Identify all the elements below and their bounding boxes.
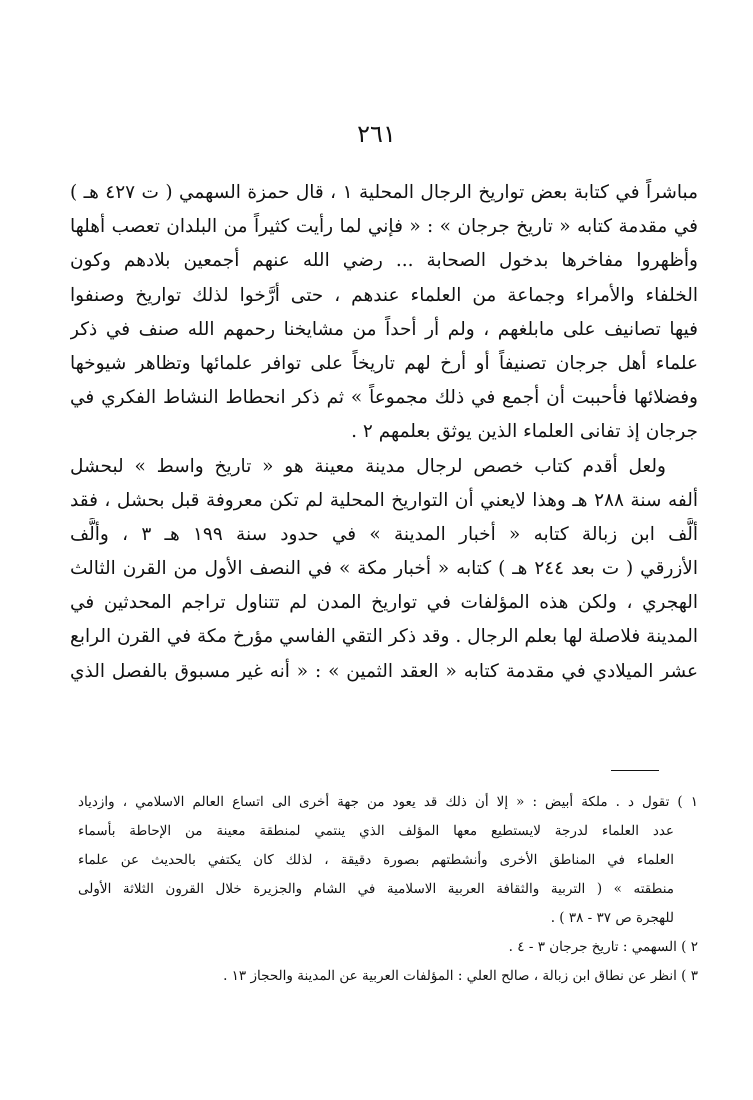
text-line: ألَّف ابن زبالة كتابه « أخبار المدينة » في حدود سنة ١٩٩ هـ ٣ ، وألَّف	[70, 523, 698, 545]
page-number: ٢٦١	[357, 120, 396, 148]
text-line: مباشراً في كتابة بعض تواريخ الرجال المحلية ١ ، قال حمزة السهمي ( ت ٤٢٧ هـ )	[70, 182, 698, 203]
footnote-1-line: ١ ) تقول د . ملكة أبيض : « إلا أن ذلك قد يعود من جهة أخرى الى اتساع العالم الاسلامي ، وازدياد	[78, 794, 698, 810]
footnote-separator	[611, 770, 659, 771]
text-line: ألفه سنة ٢٨٨ هـ وهذا لايعني أن التواريخ المحلية لم تكن معروفة قبل بحشل ، فقد	[70, 489, 698, 511]
text-line: وأظهروا مفاخرها بدخول الصحابة ... رضي الله عنهم أجمعين بلادهم وكون	[70, 250, 698, 272]
text-line: عشر الميلادي في مقدمة كتابه « العقد الثمين » : « أنه غير مسبوق بالفصل الذي	[70, 660, 698, 682]
footnote-1-line: عدد العلماء لدرجة لايستطيع معها المؤلف الذي ينتمي لمنطقة معينة من الإحاطة بأسماء	[78, 823, 674, 839]
footnote-3: ٣ ) انظر عن نطاق ابن زبالة ، صالح العلي : المؤلفات العربية عن المدينة والحجاز ١٣ .	[223, 968, 698, 984]
text-line: وفضلائها فأحببت أن أجمع في ذلك مجموعاً » ثم ذكر انحطاط النشاط الفكري في	[70, 387, 698, 409]
paragraph-first-line: ولعل أقدم كتاب خصص لرجال مدينة معينة هو « تاريخ واسط » لبحشل	[70, 455, 666, 477]
main-text	[70, 176, 698, 689]
text-line: الهجري ، ولكن هذه المؤلفات في تواريخ المدن لم تتناول تراجم المحدثين في	[70, 592, 698, 614]
text-line: جرجان إذ تفانى العلماء الذين يوثق بعلمهم ٢ .	[351, 421, 698, 443]
text-line: في مقدمة كتابه « تاريخ جرجان » : « فإني لما رأيت كثيراً من البلدان تعصب أهلها	[70, 216, 698, 238]
footnotes	[78, 788, 698, 991]
footnote-1-line: منطقته » ( التربية والثقافة العربية الاسلامية في الشام والجزيرة خلال القرون الثلاثة الأولى	[78, 881, 674, 897]
footnote-1-line: للهجرة ص ٣٧ - ٣٨ ) .	[550, 910, 674, 926]
text-line: علماء أهل جرجان تصنيفاً أو أرخ لهم تاريخاً على توافر علمائها وتظاهر شيوخها	[70, 352, 698, 374]
footnote-2: ٢ ) السهمي : تاريخ جرجان ٣ - ٤ .	[508, 939, 698, 955]
text-line: الأزرقي ( ت بعد ٢٤٤ هـ ) كتابه « أخبار مكة » في النصف الأول من القرن الثالث	[70, 558, 698, 580]
text-line: المدينة فلاصلة لها بعلم الرجال . وقد ذكر التقي الفاسي مؤرخ مكة في القرن الرابع	[70, 626, 698, 648]
footnote-1-line: العلماء في المناطق الأخرى وأنشطتهم بصورة دقيقة ، لذلك كان يكتفي بالحديث عن علماء	[78, 852, 674, 868]
text-line: فيها تصانيف على مابلغهم ، ولم أر أحداً من مشايخنا رحمهم الله صنف في ذكر	[70, 318, 698, 340]
text-line: الخلفاء والأمراء وجماعة من العلماء عندهم ، حتى أرَّخوا لذلك تواريخ وصنفوا	[70, 284, 698, 306]
